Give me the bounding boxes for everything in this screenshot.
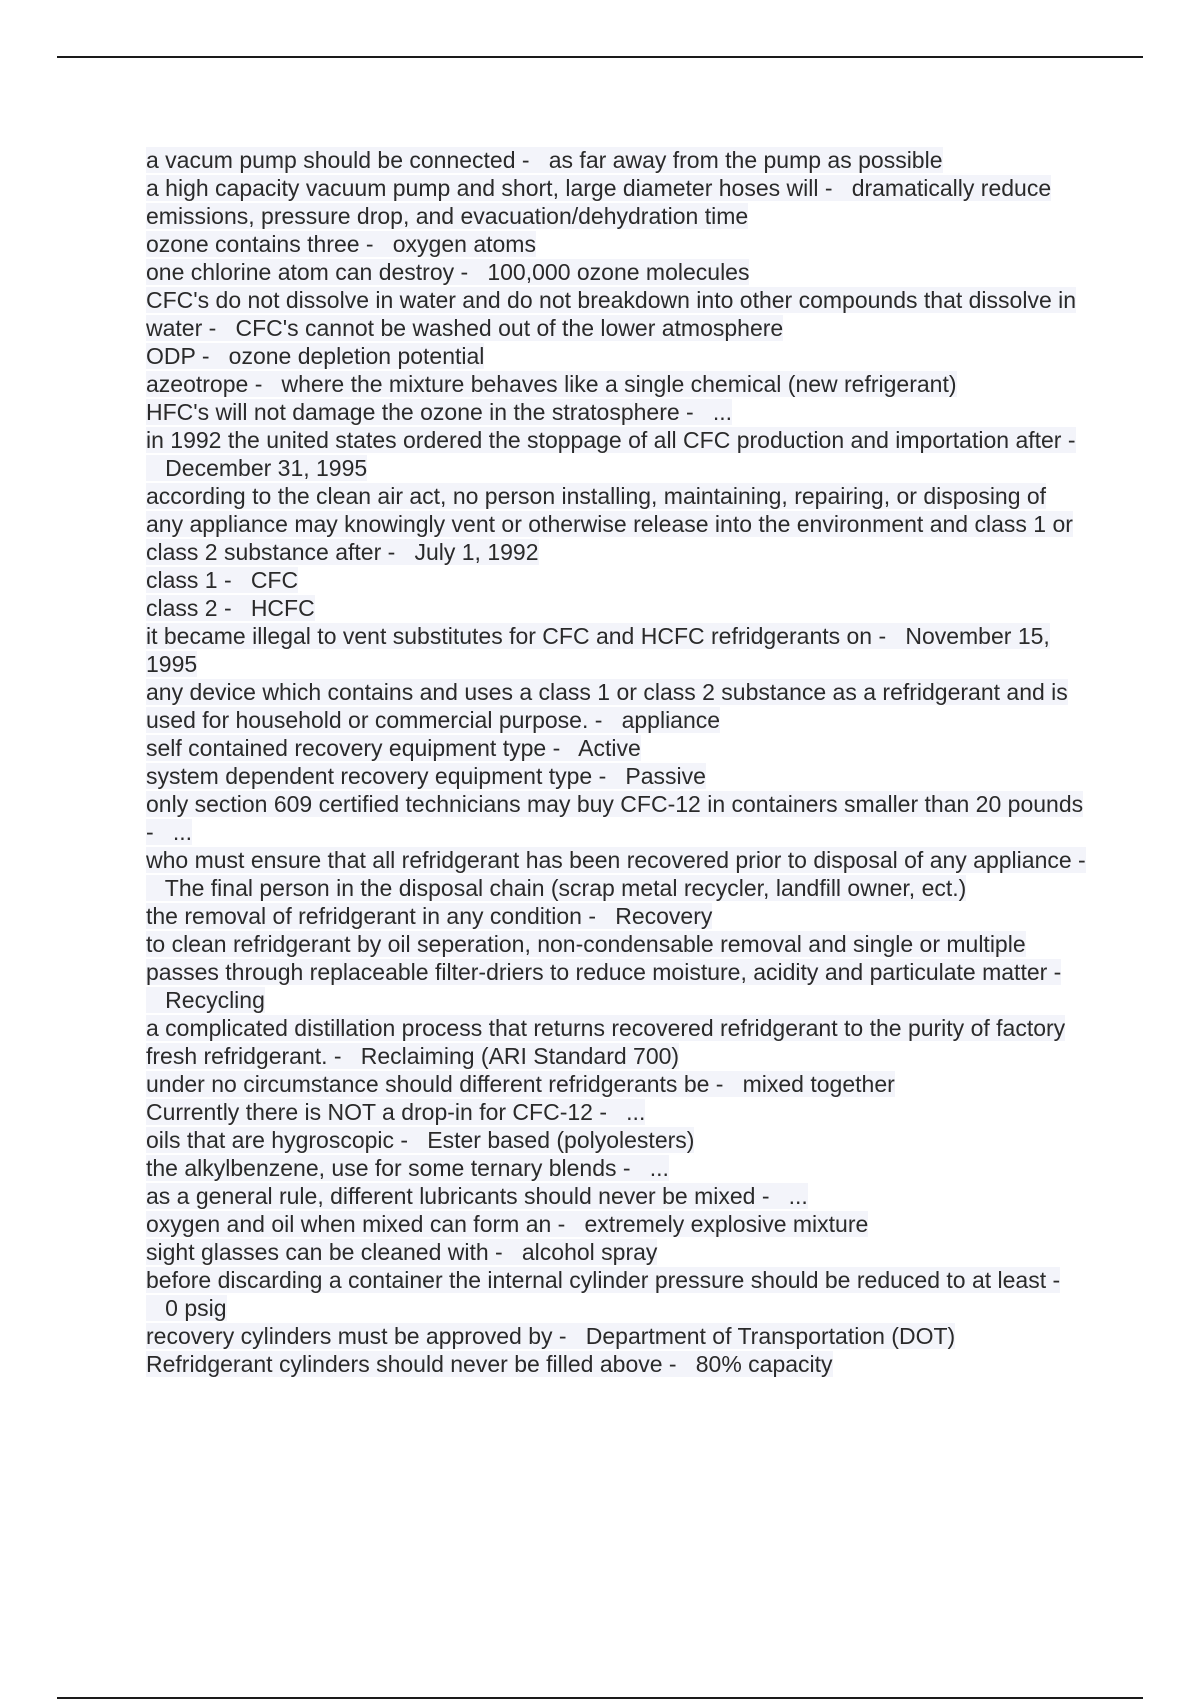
flashcard-answer: ... (712, 399, 733, 425)
flashcard-entry (146, 1266, 1086, 1322)
flashcard-answer: Recovery (615, 903, 713, 929)
term-answer-separator (606, 763, 625, 789)
term-answer-separator (262, 371, 281, 397)
flashcard-answer: CFC's cannot be washed out of the lower atmosphere (235, 315, 784, 341)
term-answer-separator (567, 1323, 586, 1349)
flashcard-term: oxygen and oil when mixed can form an - (146, 1211, 566, 1237)
term-answer-separator (833, 175, 852, 201)
flashcard-entry (146, 902, 1086, 930)
flashcard-answer: Department of Transportation (DOT) (585, 1323, 956, 1349)
flashcard-answer: where the mixture behaves like a single chemical (new refrigerant) (281, 371, 957, 397)
term-answer-separator (232, 595, 251, 621)
flashcard-answer: Reclaiming (ARI Standard 700) (360, 1043, 680, 1069)
term-answer-separator (607, 1099, 626, 1125)
flashcard-term: it became illegal to vent substitutes for CFC and HCFC refridgerants on - (146, 623, 887, 649)
flashcard-entry (146, 594, 1086, 622)
flashcard-answer: Recycling (165, 987, 265, 1013)
flashcard-term: system dependent recovery equipment type - (146, 763, 607, 789)
flashcard-entry (146, 426, 1086, 482)
flashcard-entry (146, 846, 1086, 902)
flashcard-answer: 0 psig (165, 1295, 227, 1321)
flashcard-answer: CFC (250, 567, 299, 593)
term-answer-separator (216, 315, 235, 341)
flashcard-term: ODP - (146, 343, 210, 369)
flashcard-term: ozone contains three - (146, 231, 374, 257)
flashcard-entry (146, 1322, 1086, 1350)
flashcard-term: self contained recovery equipment type - (146, 735, 561, 761)
flashcard-list (146, 146, 1086, 1378)
term-answer-separator (886, 623, 905, 649)
term-answer-separator (232, 567, 251, 593)
term-answer-separator (723, 1071, 742, 1097)
flashcard-answer: ... (172, 819, 193, 845)
flashcard-answer: mixed together (742, 1071, 895, 1097)
term-answer-separator (596, 903, 615, 929)
flashcard-term: class 1 - (146, 567, 232, 593)
flashcard-term: only section 609 certified technicians may buy CFC-12 in containers smaller than 20 pounds - (146, 791, 1084, 845)
flashcard-entry (146, 762, 1086, 790)
flashcard-entry (146, 1350, 1086, 1378)
term-answer-separator (146, 987, 165, 1013)
flashcard-answer: alcohol spray (521, 1239, 658, 1265)
flashcard-entry (146, 1014, 1086, 1070)
term-answer-separator (631, 1155, 650, 1181)
term-answer-separator (769, 1183, 788, 1209)
flashcard-answer: 80% capacity (695, 1351, 833, 1377)
flashcard-answer: extremely explosive mixture (584, 1211, 869, 1237)
term-answer-separator (395, 539, 414, 565)
term-answer-separator (602, 707, 621, 733)
flashcard-term: oils that are hygroscopic - (146, 1127, 409, 1153)
flashcard-answer: Passive (625, 763, 706, 789)
flashcard-entry (146, 174, 1086, 230)
flashcard-entry (146, 678, 1086, 734)
flashcard-term: the alkylbenzene, use for some ternary blends - (146, 1155, 631, 1181)
term-answer-separator (146, 1295, 165, 1321)
flashcard-entry (146, 286, 1086, 342)
flashcard-answer: The final person in the disposal chain (scrap metal recycler, landfill owner, ect.) (164, 875, 967, 901)
flashcard-term: a complicated distillation process that returns recovered refridgerant to the purity of factory fresh refridgerant. - (146, 1015, 1066, 1069)
flashcard-answer: appliance (621, 707, 721, 733)
term-answer-separator (342, 1043, 361, 1069)
term-answer-separator (408, 1127, 427, 1153)
flashcard-entry (146, 230, 1086, 258)
flashcard-answer: 100,000 ozone molecules (487, 259, 750, 285)
term-answer-separator (374, 231, 393, 257)
term-answer-separator (503, 1239, 522, 1265)
flashcard-answer: November 15, 1995 (146, 623, 1050, 677)
flashcard-answer: December 31, 1995 (165, 455, 368, 481)
flashcard-term: CFC's do not dissolve in water and do not breakdown into other compounds that dissolve in water - (146, 287, 1077, 341)
flashcard-entry (146, 1182, 1086, 1210)
flashcard-answer: ... (788, 1183, 808, 1209)
flashcard-entry (146, 622, 1086, 678)
flashcard-term: before discarding a container the internal cylinder pressure should be reduced to at least - (146, 1267, 1061, 1293)
flashcard-term: azeotrope - (146, 371, 263, 397)
flashcard-term: sight glasses can be cleaned with - (146, 1239, 503, 1265)
flashcard-answer: ozone depletion potential (228, 343, 485, 369)
flashcard-entry (146, 398, 1086, 426)
flashcard-entry (146, 258, 1086, 286)
flashcard-term: recovery cylinders must be approved by - (146, 1323, 567, 1349)
flashcard-answer: Active (578, 735, 641, 761)
flashcard-entry (146, 342, 1086, 370)
flashcard-entry (146, 1210, 1086, 1238)
flashcard-term: Currently there is NOT a drop-in for CFC-12 - (146, 1099, 607, 1125)
flashcard-entry (146, 1126, 1086, 1154)
flashcard-entry (146, 790, 1086, 846)
flashcard-answer: dramatically reduce emissions, pressure drop, and evacuation/dehydration time (146, 175, 1052, 229)
flashcard-entry (146, 1154, 1086, 1182)
flashcard-term: Refridgerant cylinders should never be filled above - (146, 1351, 677, 1377)
flashcard-entry (146, 930, 1086, 1014)
flashcard-answer: ... (649, 1155, 669, 1181)
top-divider (57, 56, 1143, 58)
term-answer-separator (565, 1211, 584, 1237)
flashcard-term: any device which contains and uses a class 1 or class 2 substance as a refridgerant and is used for household or commercial purpose. - (146, 679, 1068, 733)
flashcard-answer: ... (626, 1099, 646, 1125)
term-answer-separator (677, 1351, 696, 1377)
bottom-divider (57, 1697, 1143, 1699)
flashcard-term: as a general rule, different lubricants should never be mixed - (146, 1183, 770, 1209)
flashcard-term: a high capacity vacuum pump and short, large diameter hoses will - (146, 175, 833, 201)
term-answer-separator (146, 455, 165, 481)
flashcard-entry (146, 146, 1086, 174)
flashcard-term: to clean refridgerant by oil seperation, non-condensable removal and single or multiple passes through replaceable filter-driers to reduce moisture, acidity and particulate matter - (146, 931, 1062, 985)
flashcard-term: who must ensure that all refridgerant has been recovered prior to disposal of any appliance - (146, 847, 1086, 873)
term-answer-separator (468, 259, 487, 285)
flashcard-term: class 2 - (146, 595, 232, 621)
flashcard-entry (146, 1070, 1086, 1098)
flashcard-term: a vacum pump should be connected - (146, 147, 530, 173)
flashcard-answer: July 1, 1992 (414, 539, 539, 565)
flashcard-term: according to the clean air act, no person installing, maintaining, repairing, or disposing of any appliance may knowingly vent or otherwise release into the environment and class 1 or class 2 substance after - (146, 483, 1073, 565)
term-answer-separator (560, 735, 578, 761)
flashcard-answer: oxygen atoms (392, 231, 536, 257)
flashcard-answer: HCFC (250, 595, 315, 621)
flashcard-term: HFC's will not damage the ozone in the stratosphere - (146, 399, 694, 425)
flashcard-entry (146, 370, 1086, 398)
term-answer-separator (530, 147, 549, 173)
flashcard-entry (146, 734, 1086, 762)
term-answer-separator (154, 819, 173, 845)
term-answer-separator (146, 875, 165, 901)
flashcard-term: one chlorine atom can destroy - (146, 259, 469, 285)
flashcard-answer: Ester based (polyolesters) (427, 1127, 695, 1153)
flashcard-answer: as far away from the pump as possible (548, 147, 943, 173)
term-answer-separator (694, 399, 713, 425)
flashcard-term: in 1992 the united states ordered the stoppage of all CFC production and importation after - (146, 427, 1076, 453)
term-answer-separator (209, 343, 228, 369)
flashcard-entry (146, 566, 1086, 594)
flashcard-term: under no circumstance should different refridgerants be - (146, 1071, 724, 1097)
flashcard-entry (146, 1098, 1086, 1126)
flashcard-entry (146, 1238, 1086, 1266)
flashcard-entry (146, 482, 1086, 566)
flashcard-term: the removal of refridgerant in any condition - (146, 903, 597, 929)
